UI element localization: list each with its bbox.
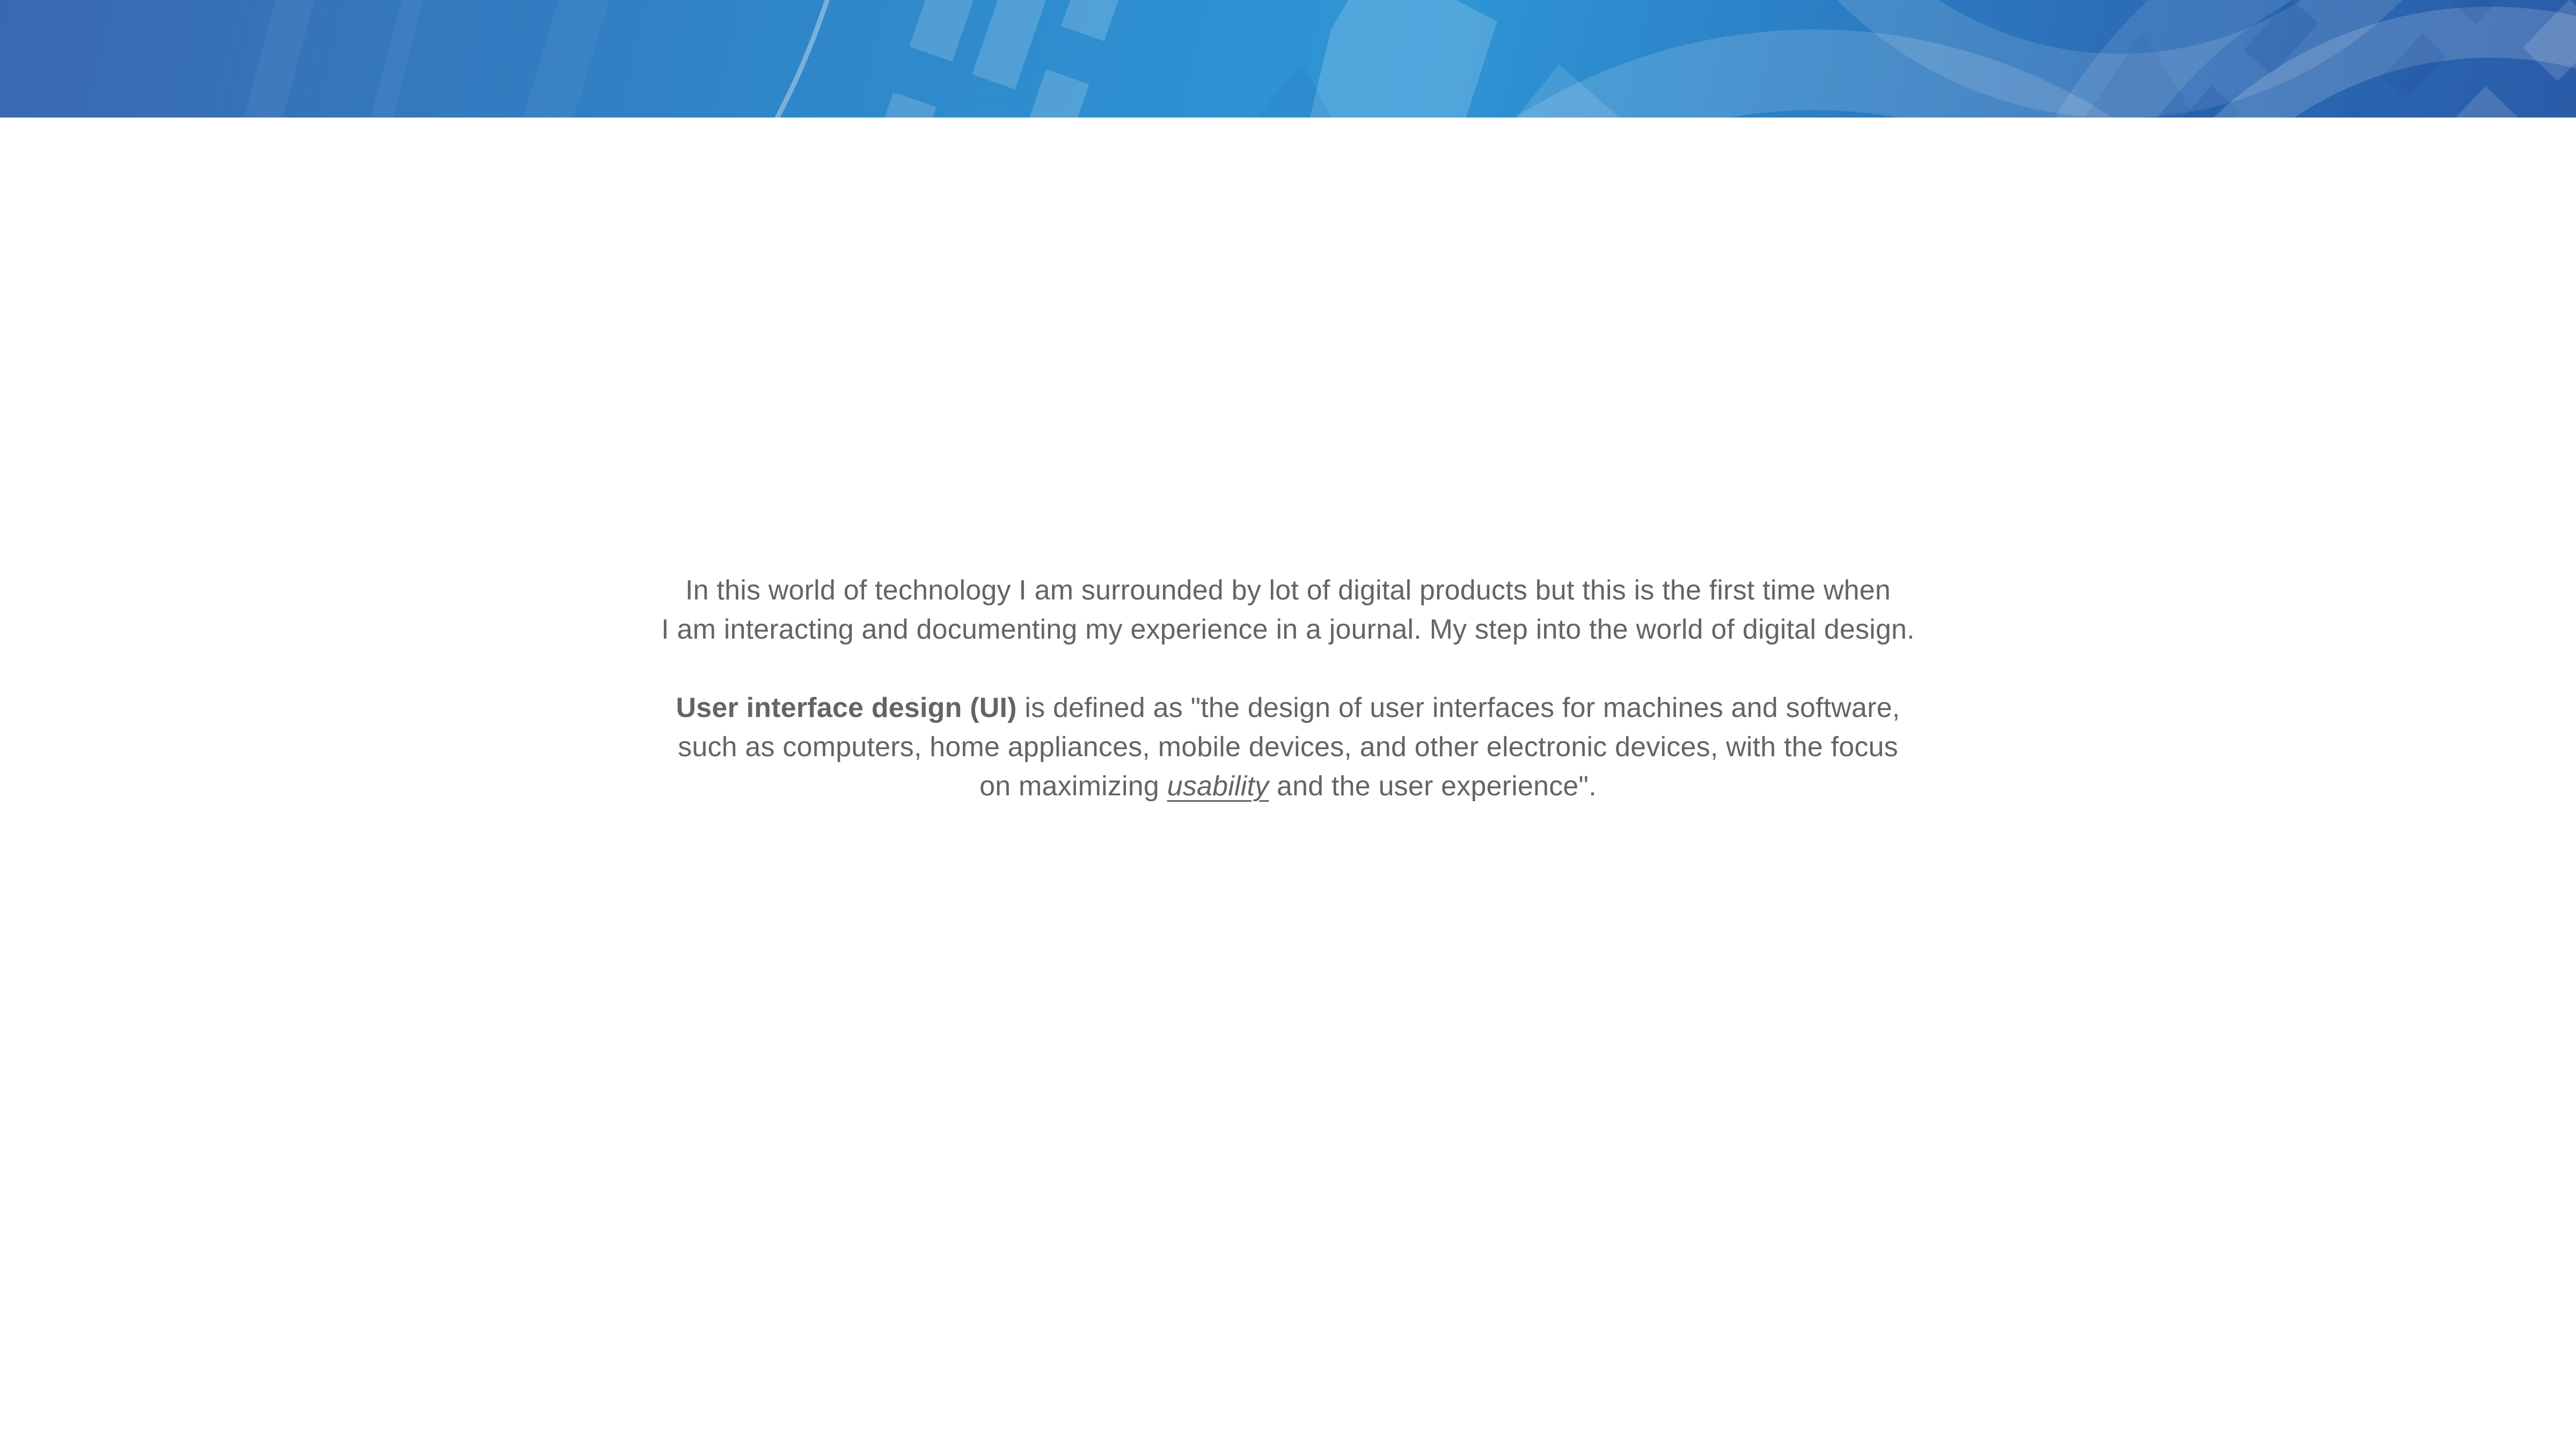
definition-line-3-start: on maximizing — [979, 771, 1167, 802]
header-banner — [0, 0, 2576, 118]
definition-line-2: such as computers, home appliances, mobile devices, and other electronic devices, with the focus — [678, 731, 1898, 763]
intro-line-2: I am interacting and documenting my experience in a journal. My step into the world of digital design. — [661, 614, 1915, 645]
definition-line-3-end: and the user experience". — [1269, 771, 1597, 802]
definition-paragraph — [510, 689, 2066, 806]
intro-line-1: In this world of technology I am surrounded by lot of digital products but this is the first time when — [685, 575, 1891, 606]
usability-link[interactable]: usability — [1167, 771, 1269, 802]
definition-line-1-rest: is defined as "the design of user interfaces for machines and software, — [1016, 692, 1900, 723]
banner-abstract-pattern-icon — [0, 0, 2576, 118]
definition-bold-lead: User interface design (UI) — [676, 692, 1017, 723]
page-content — [510, 571, 2066, 806]
intro-paragraph — [510, 571, 2066, 649]
